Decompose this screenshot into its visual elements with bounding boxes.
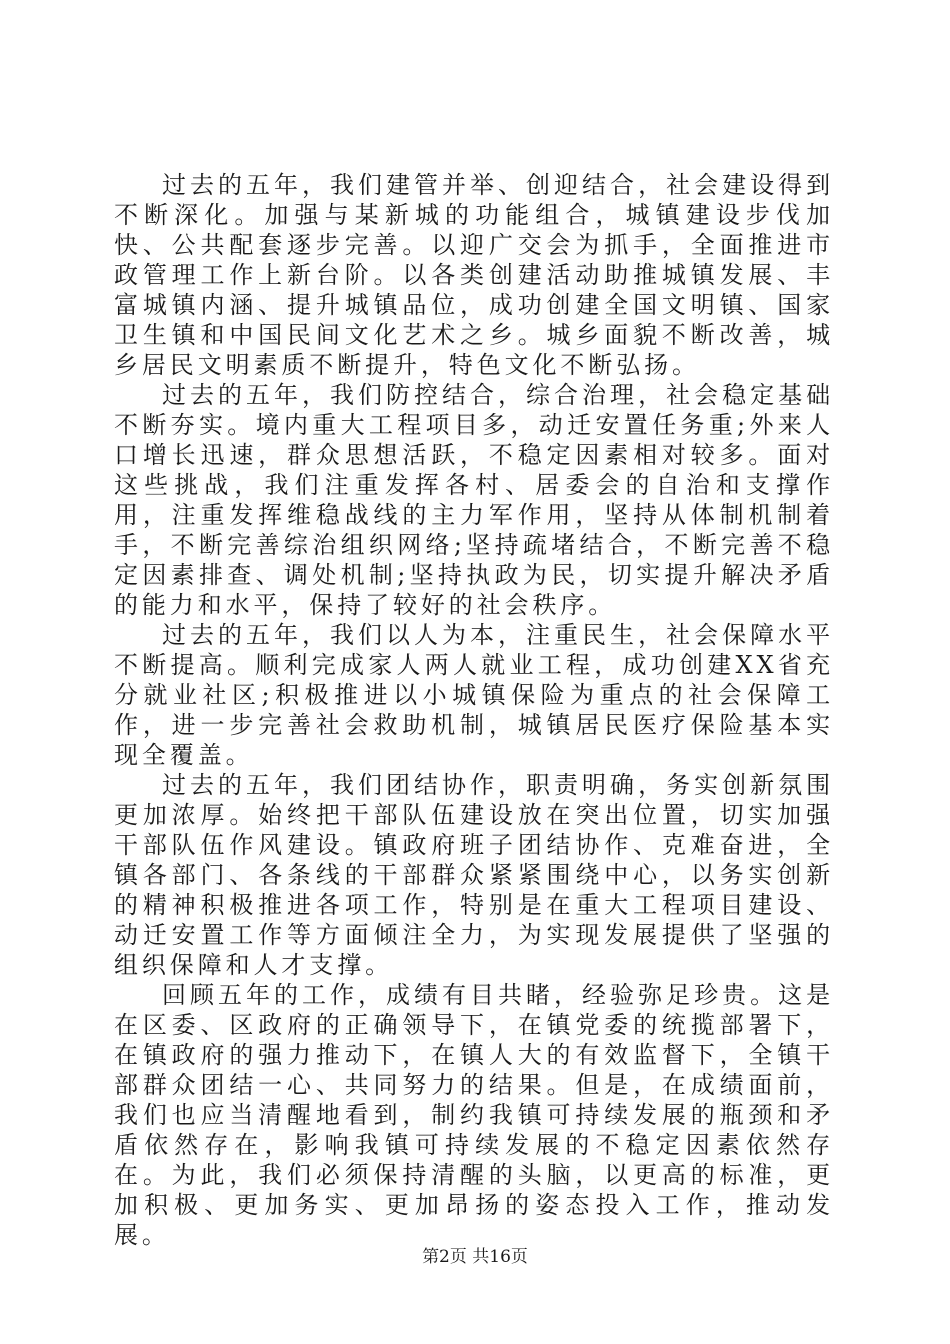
paragraph-review: 回顾五年的工作，成绩有目共睹，经验弥足珍贵。这是在区委、区政府的正确领导下，在镇党委的统揽部署下，在镇政府的强力推动下，在镇人大的有效监督下，全镇干部群众团结一心、共同努力的结果。但是，在成绩面前，我们也应当清醒地看到，制约我镇可持续发展的瓶颈和矛盾依然存在，影响我镇可持续发展的不稳定因素依然存在。为此，我们必须保持清醒的头脑，以更高的标准，更加积极、更加务实、更加昂扬的姿态投入工作，推动发展。: [114, 981, 834, 1249]
paragraph-social-stability: 过去的五年，我们防控结合，综合治理，社会稳定基础不断夯实。境内重大工程项目多，动迁安置任务重;外来人口增长迅速，群众思想活跃，不稳定因素相对较多。面对这些挑战，我们注重发挥各村、居委会的自治和支撑作用，注重发挥维稳战线的主力军作用，坚持从体制机制着手，不断完善综治组织网络;坚持疏堵结合，不断完善不稳定因素排查、调处机制;坚持执政为民，切实提升解决矛盾的能力和水平，保持了较好的社会秩序。: [114, 381, 834, 619]
document-body: [114, 170, 834, 1250]
paragraph-team-work: 过去的五年，我们团结协作，职责明确，务实创新氛围更加浓厚。始终把干部队伍建设放在突出位置，切实加强干部队伍作风建设。镇政府班子团结协作、克难奋进，全镇各部门、各条线的干部群众紧紧围绕中心，以务实创新的精神积极推进各项工作，特别是在重大工程项目建设、动迁安置工作等方面倾注全力，为实现发展提供了坚强的组织保障和人才支撑。: [114, 771, 834, 979]
paragraph-social-security: 过去的五年，我们以人为本，注重民生，社会保障水平不断提高。顺利完成家人两人就业工程，成功创建XX省充分就业社区;积极推进以小城镇保险为重点的社会保障工作，进一步完善社会救助机制，城镇居民医疗保险基本实现全覆盖。: [114, 621, 834, 769]
page-number-footer: 第2页 共16页: [422, 1247, 528, 1267]
paragraph-social-construction: 过去的五年，我们建管并举、创迎结合，社会建设得到不断深化。加强与某新城的功能组合，城镇建设步伐加快、公共配套逐步完善。以迎广交会为抓手，全面推进市政管理工作上新台阶。以各类创建活动助推城镇发展、丰富城镇内涵、提升城镇品位，成功创建全国文明镇、国家卫生镇和中国民间文化艺术之乡。城乡面貌不断改善，城乡居民文明素质不断提升，特色文化不断弘扬。: [114, 171, 834, 379]
